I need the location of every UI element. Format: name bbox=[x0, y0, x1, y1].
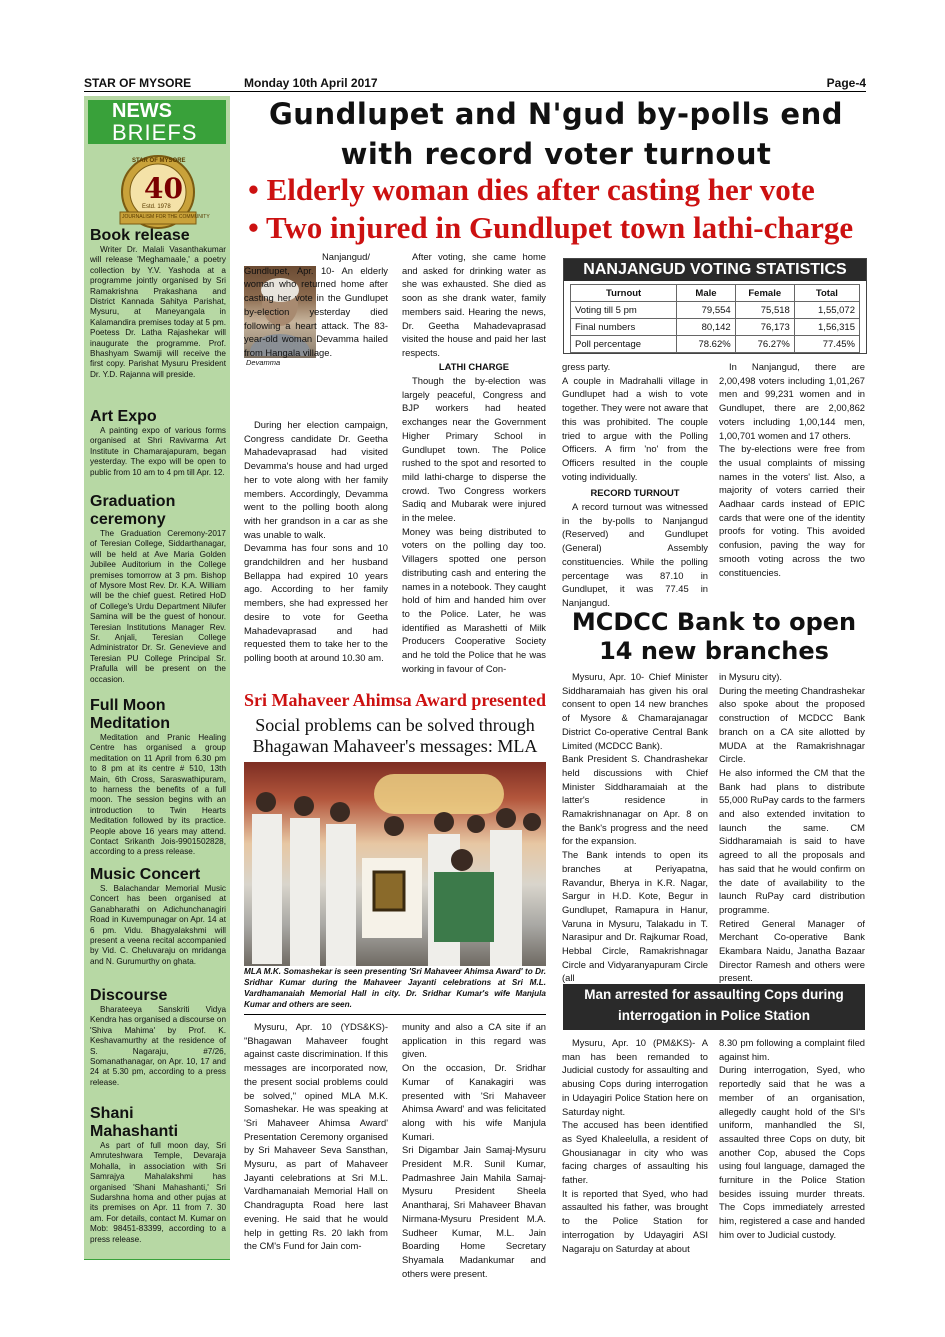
logo-top-text: STAR OF MYSORE bbox=[132, 158, 186, 164]
brief-title: Book release bbox=[90, 227, 190, 244]
ahimsa-headline-2: Bhagawan Mahaveer's messages: MLA bbox=[252, 736, 538, 756]
brief-title: Music Concert bbox=[90, 866, 201, 883]
cell: 1,56,315 bbox=[794, 319, 859, 336]
cell: 78.62% bbox=[677, 336, 735, 353]
page-number: Page-4 bbox=[826, 76, 866, 90]
logo-number: 40 bbox=[144, 172, 183, 205]
voting-stats-box bbox=[563, 258, 867, 354]
brief-body: The Graduation Ceremony-2017 of Teresian College, Siddarthanagar, will be held at Ave Maria Golden Jubilee Auditorium in the College premises tomorrow at 3 pm. Bishop of Mysore Most Rev. Dr. K.A. William will be the chief guest. Retired HoD of College's Urdu Department Nilufer Samina will be the guest of honour. Teresian Institutions Manager Rev. Sr. Anjali, Teresian College Administrator Dr. Sr. Genevieve and Teresian PU College Principal Sr. Prafulla will be present on the occasion. bbox=[90, 529, 226, 684]
cell: Final numbers bbox=[571, 319, 677, 336]
arrest-column-1: Mysuru, Apr. 10 (PM&KS)- A man has been remanded to Judicial custody for assaulting and abusing Cops during interrogation in Udayagiri Police Station here on Saturday night. The accused has been identified as Syed Khaleelulla, a resident of Ghousianagar in city who was facing charges of assaulting his father. It is reported that Syed, who had assaulted his father, was brought to the Police Station for interrogation by Udayagiri ASI Nagaraju on Saturday at about bbox=[562, 1037, 708, 1254]
lead-column-4: In Nanjangud, there are 2,00,498 voters including 1,01,267 men and 99,231 women and in Gundlupet, there are 2,00,862 voters including 1,00,144 men, 1,00,701 women and 17 others. The by-elections were free from the usual complaints of missing names in the voters' list. Also, a majority of voters carried their Aadhaar cards instead of EPIC cards that were one of the identity proofs for voting. This avoided confusion, paving the way for smooth voting across the two constituencies. bbox=[719, 361, 865, 578]
lathi-charge-subhead: LATHI CHARGE bbox=[438, 361, 510, 372]
cell: Voting till 5 pm bbox=[571, 302, 677, 319]
lead-column-1: During her election campaign, Congress candidate Dr. Geetha Mahadevaprasad had visited Devamma's house and had urged her to vote along with her family members. Accordingly, Devamma went to the polling booth along with her grandson in a car as she was unable to walk. Devamma has four sons and 10 grandchildren and her husband Bellappa had expired 10 years ago. According to her family members, she had expressed her desire to vote for Geetha Mahadevaprasad and had requested them to take her to the polling booth at around 10.30 am. bbox=[244, 419, 388, 663]
stats-table bbox=[570, 284, 860, 353]
briefs-label: BRIEFS bbox=[112, 120, 198, 145]
brief-body: Bharateeya Sanskriti Vidya Kendra has organised a discourse on 'Shiva Mahima' by Prof. K. Keshavamurthy at the residence of S. Nagaraju, #7/26, Somanathanagar, on Apr. 10, 17 and 24 at 5.30 pm, according to a press release. bbox=[90, 1005, 226, 1087]
cell: 75,518 bbox=[735, 302, 794, 319]
table-row bbox=[571, 319, 860, 336]
caption-rule bbox=[244, 1014, 546, 1015]
brief-title: Graduation ceremony bbox=[90, 493, 176, 528]
logo-est: Estd. 1978 bbox=[142, 204, 171, 210]
logo-ribbon: JOURNALISM FOR THE COMMUNITY bbox=[122, 214, 210, 220]
lead-headline-line1: Gundlupet and N'gud by-polls end bbox=[269, 97, 843, 131]
brief-book-release bbox=[90, 227, 226, 380]
ahimsa-headline-1: Social problems can be solved through bbox=[255, 715, 535, 735]
cell: 1,55,072 bbox=[794, 302, 859, 319]
record-turnout-subhead: RECORD TURNOUT bbox=[590, 487, 680, 498]
brief-body: S. Balachandar Memorial Music Concert has been organised at Ganabharathi on Adichunchanagiri Road in Kuvempunagar on Apr. 14 at 6 pm. Vidu. Bhagyalakshmi will present a veena recital accompanied by Vid. C. Cheluvaraju on mridanga and N. Gurumurthy on ghata. bbox=[90, 884, 226, 966]
mcdcc-headline-1: MCDCC Bank to open bbox=[571, 608, 857, 636]
mcdcc-column-1: Mysuru, Apr. 10- Chief Minister Siddharamaiah has given his oral consent to open 14 new branches of Mysore & Chamarajanagar District Co-operative Central Bank Limited (MCDCC Bank). Bank President S. Chandrashekar held discussions with Chief Minister Siddharamaiah at the latter's residence in Ramakrishnanagar on Apr. 8 on the Bank's progress and the need for the expansion. The Bank intends to open its branches at Periyapatna, Ravandur, Bherya in K.R. Nagar, Sargur in H.D. Kote, Begur in Gundlupet, Ramapura in Hanur, Varuna in Mysuru, Talakadu in T. Narasipur and Dr. Rajkumar Road, Hebbal Circle, Ramakrishnagar Circle and Vidyaranyapuram Circle (all bbox=[562, 671, 708, 984]
lead-column-3a: gress party. A couple in Madrahalli village in Gundlupet had a wish to vote together. They were not aware that this was prohibited. The couple tried to argue with the Polling Officers. A firm 'no' from the Officers resulted in the couple voting individually. bbox=[562, 361, 708, 482]
cell: 76,173 bbox=[735, 319, 794, 336]
mcdcc-column-2: in Mysuru city). During the meeting Chandrashekar also spoke about the proposed construction of MCDCC Bank branch on a CA site allotted by MUDA at the Ramakrishnagar Circle. He also informed the CM that the Bank had plans to distribute 55,000 RuPay cards to the farmers and also extended invitation to launch the same. CM Siddharamaiah is said to have agreed to all the proposals and has said that he would confirm on the date of availability to the launch RuPay card distribution programme. Retired General Manager of Merchant Co-operative Bank Ekambara Naidu, Janatha Bazaar Director Ramesh and others were present. bbox=[719, 671, 865, 984]
sidebar-bottom-border bbox=[84, 1259, 230, 1260]
col-header: Turnout bbox=[571, 285, 677, 302]
lead-bullet-2: • Two injured in Gundlupet town lathi-charge bbox=[248, 210, 854, 245]
lead-headline-line2: with record voter turnout bbox=[340, 137, 772, 171]
cell: 80,142 bbox=[677, 319, 735, 336]
brief-music-concert bbox=[90, 866, 226, 967]
brief-discourse bbox=[90, 987, 226, 1088]
ahimsa-column-2: munity and also a CA site if an application in this regard was given. On the occasion, Dr. Sridhar Kumar of Kanakagiri was presented with 'Sri Mahaveer Ahimsa Award' and was felicitated along with his wife Manjula Kumari. Sri Digambar Jain Samaj-Mysuru President M.R. Sunil Kumar, Padmashree Jain Mahila Samaj-Mysuru President Sheela Anantharaj, Sri Mahaveer Bhavan Nirmana-Mysuru President M.A. Sudheer Kumar, M.L. Jain Boarding Home Secretary Shyamala Madankumar and others were present. bbox=[402, 1021, 546, 1279]
news-label: NEWS bbox=[112, 100, 172, 122]
page-header bbox=[84, 76, 866, 92]
col-header: Total bbox=[794, 285, 859, 302]
arrest-column-2: 8.30 pm following a complaint filed against him. During interrogation, Syed, who reportedly said that he was a member of an organisation, allegedly caught hold of the SI's uniform, manhandled the SI, assaulted three Cops on duty, bit another Cop, abused the Cops using foul language, damaged the furniture in the Police Station besides issuing murder threats. The Cops immediately arrested him, registered a case and handed him over to Judicial custody. bbox=[719, 1037, 865, 1240]
brief-title: Discourse bbox=[90, 987, 168, 1004]
ahimsa-column-1: Mysuru, Apr. 10 (YDS&KS)- "Bhagawan Mahaveer fought against caste discrimination. If this messages are incorporated now, the present social problems could be solved," opined MLA M.K. Somashekar. He was speaking at 'Sri Mahaveer Ahimsa Award' Presentation Ceremony organised by Sri Mahaveer Seva Sansthan, Mysuru, as part of Mahaveer Jayanti celebrations at Sri M.L. Vardhamanaiah Memorial Hall on Chandragupta Road here last evening. He said that he would help in getting Rs. 20 lakh from the CM's Fund for Jain com- bbox=[244, 1021, 388, 1252]
brief-body: A painting expo of various forms organised at Shri Ravivarma Art Institute in Chamarajapuram, began yesterday. The expo will be open to public from 10 am to 4 pm till Apr. 12. bbox=[90, 426, 226, 477]
cell: 79,554 bbox=[677, 302, 735, 319]
ahimsa-photo-caption: MLA M.K. Somashekar is seen presenting 'Sri Mahaveer Ahimsa Award' to Dr. Sridhar Kumar during the Mahaveer Jayanti celebrations at Sri M.L. Vardhamanaiah Memorial Hall in city. Dr. Sridhar Kumar's wife Manjula Kumar and others are seen. bbox=[244, 967, 546, 1009]
table-row bbox=[571, 336, 860, 353]
paper-name: STAR OF MYSORE bbox=[84, 76, 192, 90]
brief-art-expo bbox=[90, 408, 226, 478]
brief-body: As part of full moon day, Sri Amruteshwara Temple, Devaraja Mohalla, in association with Sri Samrajya Mahalakshmi has organised 'Shani Mahashanti,' Sri Sudarshna homa and other pujas at its premises on Apr. 11 from 7. 30 am. For details, contact M. Kumar on Mob: 98451-83399, according to a press release. bbox=[90, 1141, 226, 1244]
lead-column-2b: Though the by-election was largely peaceful, Congress and BJP workers had heated exchanges near the Government Higher Primary School in Gundlupet town. The Police rushed to the spot and resorted to mild lathi-charge to disperse the crowd. Two Congress workers Sadiq and Mubarak were injured in the melee. Money was being distributed to voters on the polling day too. Villagers spotted one person distributing cash and entering the names in a notebook. They caught hold of him and handed him over to the Police. Later, he was identified as Marashetti of Milk Producers Cooperative Society and he told the Police that he was working in favour of Con- bbox=[402, 375, 546, 674]
col-header: Female bbox=[735, 285, 794, 302]
photo-caption: Devamma bbox=[244, 358, 318, 368]
arrest-headline-banner bbox=[563, 984, 865, 1030]
lead-column-3b: A record turnout was witnessed in the by-polls to Nanjangud (Reserved) and Gundlupet (General) Assembly constituencies. While the polling percentage was 87.10 in Gundlupet, it was 77.45 in Nanjangud. bbox=[562, 501, 708, 608]
award-ceremony-photo bbox=[244, 762, 546, 966]
people-group-icon bbox=[244, 762, 546, 966]
brief-body: Meditation and Pranic Healing Centre has organised a group meditation on 11 April from 6.30 pm to 8 pm at its centre # 510, 13th Main, 6th Cross, Saraswathipuram, to harness the benefits of a full moon. The session begins with an introduction to Twin Hearts Meditation followed by its practice. People above 16 years may attend. Contact Srikanth Jois-9901502828, according to a press release. bbox=[90, 733, 226, 857]
brief-shani bbox=[90, 1105, 226, 1245]
arrest-headline-1: Man arrested for assaulting Cops during bbox=[584, 987, 844, 1002]
brief-body: Writer Dr. Malali Vasanthakumar will release 'Meghamaale,' a poetry collection by Y.V. Yashoda at a programme jointly organised by Sri Ramakrishna Prakashana and District Kannada Sahitya Parishat, Mysuru, at Maneyangala in Kalamandira premises today at 5 pm. Poetess Dr. Latha Rajashekar will inaugurate the programme. Prof. Bhashyam Swamiji will receive the first copy. Parishat Mysuru President Dr. Y.D. Rajanna will preside. bbox=[90, 245, 226, 379]
brief-title: Shani Mahashanti bbox=[90, 1105, 179, 1140]
news-briefs-banner bbox=[88, 100, 226, 144]
cell: Poll percentage bbox=[571, 336, 677, 353]
issue-date: Monday 10th April 2017 bbox=[244, 76, 378, 90]
table-header-row bbox=[571, 285, 860, 302]
ahimsa-kicker: Sri Mahaveer Ahimsa Award presented bbox=[244, 690, 546, 710]
col-header: Male bbox=[677, 285, 735, 302]
cell: 76.27% bbox=[735, 336, 794, 353]
arrest-headline-2: interrogation in Police Station bbox=[617, 1008, 810, 1023]
lead-column-2a: After voting, she came home and asked for drinking water as she was exhausted. She died as soon as she drank water, family members said. Hearing the news, Dr. Geetha Mahadevaprasad visited the house and paid her last respects. bbox=[402, 251, 546, 358]
mcdcc-headline-2: 14 new branches bbox=[599, 637, 829, 665]
cell: 77.45% bbox=[794, 336, 859, 353]
brief-title: Art Expo bbox=[90, 408, 157, 425]
stats-title: NANJANGUD VOTING STATISTICS bbox=[564, 259, 866, 281]
brief-title: Full Moon Meditation bbox=[90, 697, 170, 732]
lead-column-1-wrap: Nanjangud/ Gundlupet, Apr. 10- An elderly woman who returned home after casting her vote in the Gundlupet by-election yesterday died following a heart attack. The 83-year-old woman Devamma hailed from Hangala village. bbox=[244, 251, 388, 358]
table-row bbox=[571, 302, 860, 319]
brief-graduation bbox=[90, 493, 226, 685]
lead-bullet-1: • Elderly woman dies after casting her vote bbox=[248, 172, 815, 207]
brief-meditation bbox=[90, 697, 226, 858]
